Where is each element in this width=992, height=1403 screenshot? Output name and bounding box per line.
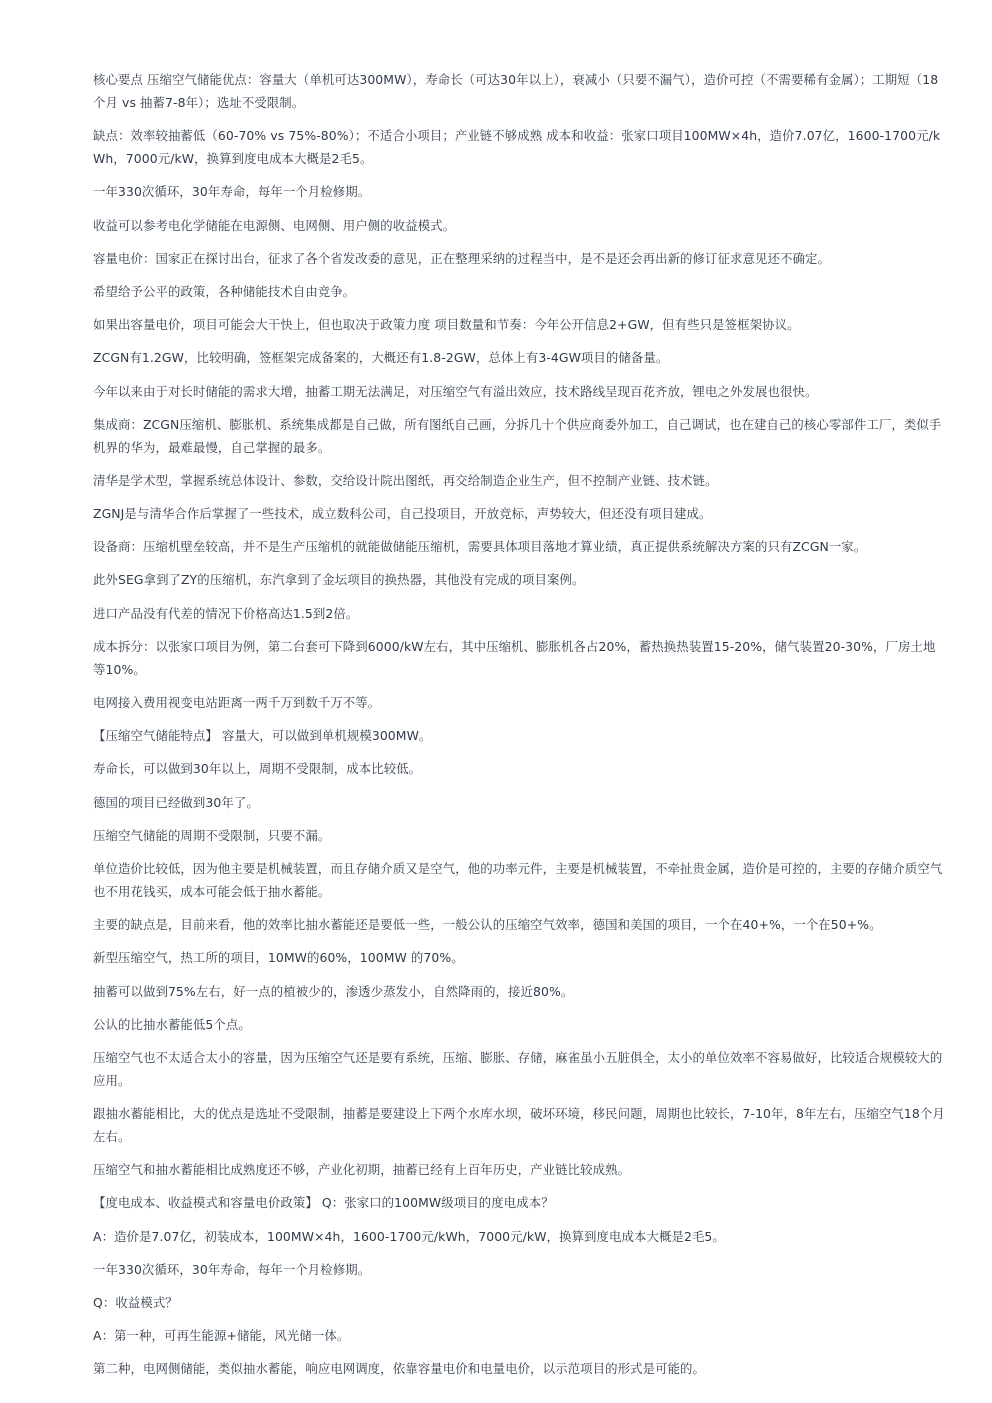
paragraph: 压缩空气储能的周期不受限制，只要不漏。 [93, 827, 331, 843]
paragraph: 跟抽水蓄能相比，大的优点是选址不受限制，抽蓄是要建设上下两个水库水坝，破坏环境，移民问题，周期也比较长，7-10年，8年左右，压缩空气18个月左右。 [93, 1106, 945, 1145]
paragraph: 集成商：ZCGN压缩机、膨胀机、系统集成都是自己做，所有图纸自己画，分拆几十个供应商委外加工，自己调试，也在建自己的核心零部件工厂，类似手机界的华为，最难最慢，自己掌握的最多。 [93, 416, 942, 455]
paragraph: 【压缩空气储能特点】 容量大，可以做到单机规模300MW。 [93, 728, 432, 744]
paragraph: 一年330次循环，30年寿命，每年一个月检修期。 [93, 184, 371, 200]
paragraph: ZGNJ是与清华合作后掌握了一些技术，成立数科公司，自己投项目，开放竞标，声势较大，但还没有项目建成。 [93, 506, 712, 522]
paragraph: 抽蓄可以做到75%左右，好一点的植被少的，渗透少蒸发小，自然降雨的，接近80%。 [93, 983, 574, 999]
paragraph: 成本拆分：以张家口项目为例，第二台套可下降到6000/kW左右，其中压缩机、膨胀机各占20%，蓄热换热装置15-20%，储气装置20-30%，厂房土地等10%。 [93, 638, 936, 677]
paragraph: 主要的缺点是，目前来看，他的效率比抽水蓄能还是要低一些，一般公认的压缩空气效率，德国和美国的项目，一个在40+%，一个在50+%。 [93, 917, 882, 933]
paragraph: 寿命长，可以做到30年以上，周期不受限制，成本比较低。 [93, 761, 422, 777]
paragraph: 今年以来由于对长时储能的需求大增，抽蓄工期无法满足，对压缩空气有溢出效应，技术路线呈现百花齐放，锂电之外发展也很快。 [93, 383, 818, 399]
paragraph: 如果出容量电价，项目可能会大干快上，但也取决于政策力度 项目数量和节奏：今年公开信息2+GW，但有些只是签框架协议。 [93, 317, 800, 333]
paragraph: 第二种，电网侧储能，类似抽水蓄能，响应电网调度，依靠容量电价和电量电价，以示范项目的形式是可能的。 [93, 1361, 706, 1377]
paragraph: 容量电价：国家正在探讨出台，征求了各个省发改委的意见，正在整理采纳的过程当中，是不是还会再出新的修订征求意见还不确定。 [93, 250, 830, 266]
paragraph: 公认的比抽水蓄能低5个点。 [93, 1016, 251, 1032]
paragraph: 希望给予公平的政策，各种储能技术自由竞争。 [93, 283, 356, 299]
paragraph: 电网接入费用视变电站距离一两千万到数千万不等。 [93, 695, 381, 710]
paragraph: 德国的项目已经做到30年了。 [93, 794, 259, 810]
paragraph: 一年330次循环，30年寿命，每年一个月检修期。 [93, 1261, 371, 1277]
paragraph: 缺点：效率较抽蓄低（60-70% vs 75%-80%）；不适合小项目；产业链不够成熟 成本和收益：张家口项目100MW×4h，造价7.07亿，1600-1700元/kWh，7000元/kW，换算到度电成本大概是2毛5。 [93, 128, 941, 167]
paragraph: 收益可以参考电化学储能在电源侧、电网侧、用户侧的收益模式。 [93, 217, 456, 233]
paragraph: 清华是学术型，掌握系统总体设计、参数，交给设计院出图纸，再交给制造企业生产，但不控制产业链、技术链。 [93, 472, 718, 488]
paragraph: A：造价是7.07亿，初装成本，100MW×4h，1600-1700元/kWh，7000元/kW，换算到度电成本大概是2毛5。 [93, 1228, 725, 1244]
paragraph: 【度电成本、收益模式和容量电价政策】 Q：张家口的100MW级项目的度电成本？ [93, 1195, 554, 1211]
paragraph: 核心要点 压缩空气储能优点：容量大（单机可达300MW），寿命长（可达30年以上），衰减小（只要不漏气），造价可控（不需要稀有金属）；工期短（18个月 vs 抽蓄7-8年）；选址不受限制。 [93, 72, 939, 110]
paragraph: 单位造价比较低，因为他主要是机械装置，而且存储介质又是空气，他的功率元件，主要是机械装置，不牵扯贵金属，造价是可控的，主要的存储介质空气也不用花钱买，成本可能会低于抽水蓄能。 [93, 860, 943, 899]
paragraph: A：第一种，可再生能源+储能，风光储一体。 [93, 1328, 350, 1344]
paragraph: 压缩空气也不太适合太小的容量，因为压缩空气还是要有系统，压缩、膨胀、存储，麻雀虽小五脏俱全，太小的单位效率不容易做好，比较适合规模较大的应用。 [93, 1049, 943, 1088]
paragraph: 新型压缩空气，热工所的项目，10MW的60%，100MW 的70%。 [93, 950, 464, 966]
paragraph: ZCGN有1.2GW，比较明确，签框架完成备案的，大概还有1.8-2GW，总体上有3-4GW项目的储备量。 [93, 350, 669, 366]
paragraph: Q：收益模式？ [93, 1295, 178, 1310]
document-body [93, 68, 945, 1391]
paragraph: 压缩空气和抽水蓄能相比成熟度还不够，产业化初期，抽蓄已经有上百年历史，产业链比较成熟。 [93, 1162, 631, 1178]
paragraph: 进口产品没有代差的情况下价格高达1.5到2倍。 [93, 605, 359, 621]
paragraph: 此外SEG拿到了ZY的压缩机，东汽拿到了金坛项目的换热器，其他没有完成的项目案例。 [93, 572, 585, 588]
paragraph: 设备商：压缩机壁垒较高，并不是生产压缩机的就能做储能压缩机，需要具体项目落地才算业绩，真正提供系统解决方案的只有ZCGN一家。 [93, 539, 867, 555]
